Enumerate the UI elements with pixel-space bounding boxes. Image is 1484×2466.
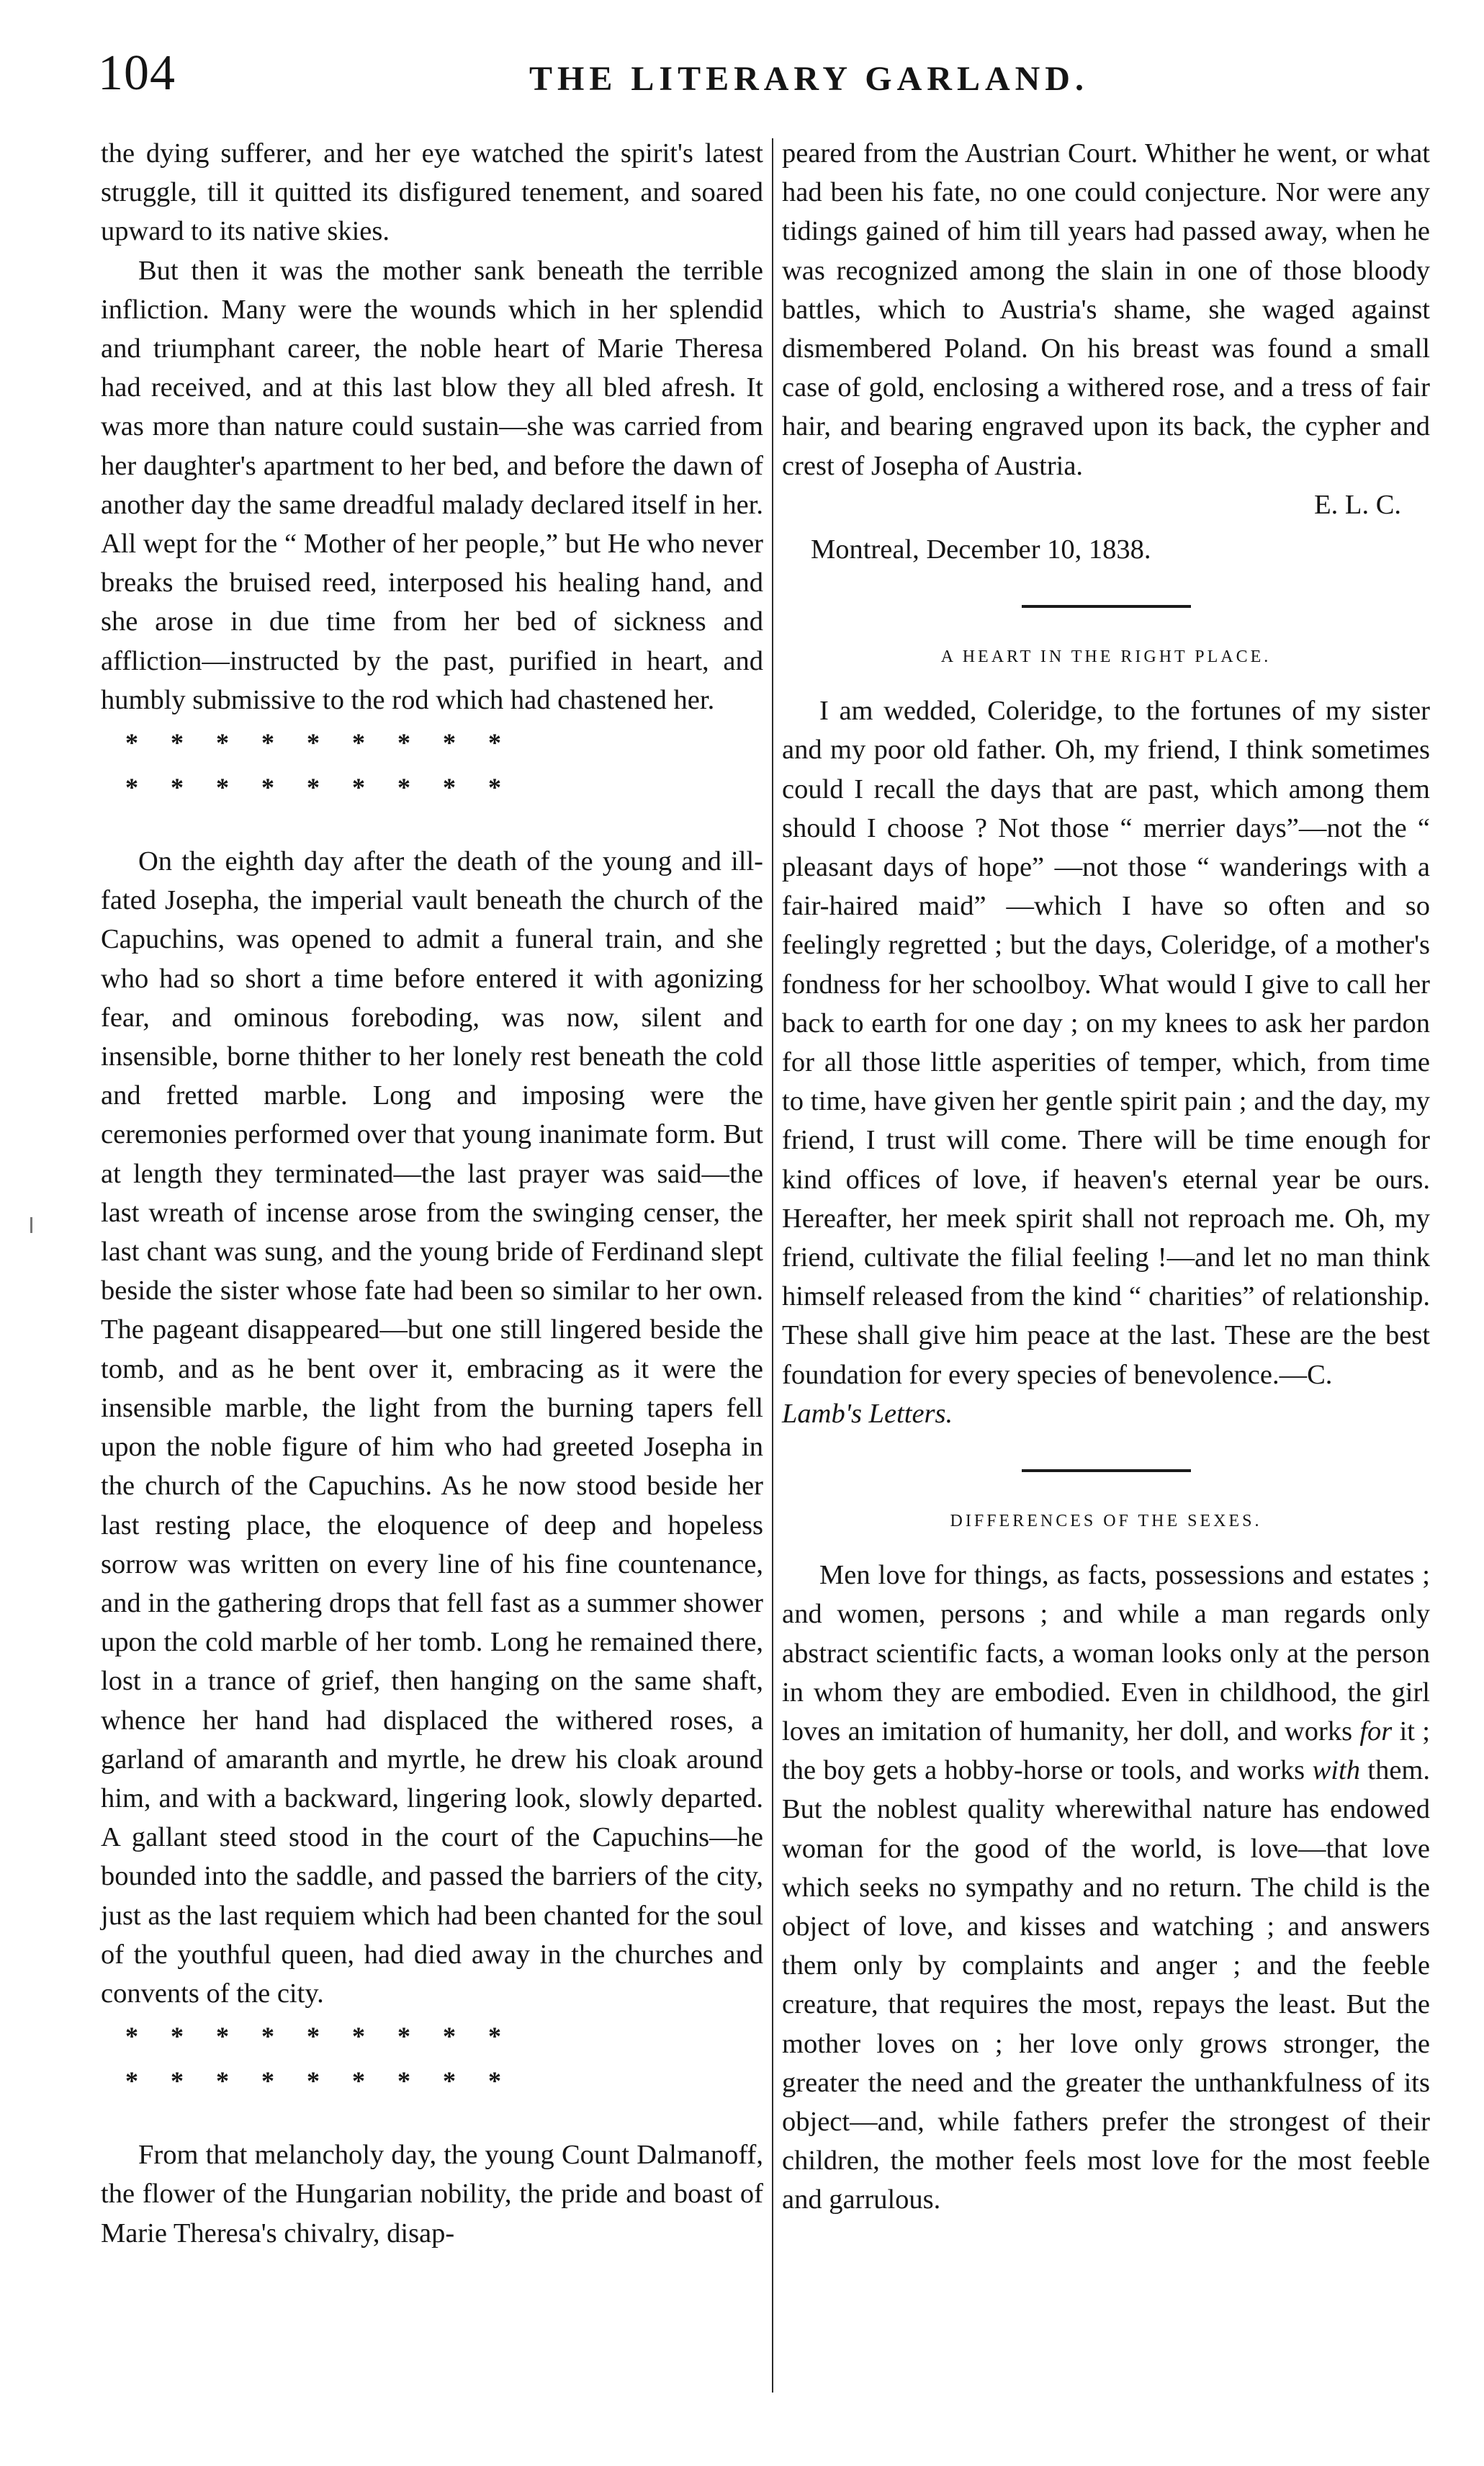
emphasis-with: with [1312,1755,1360,1786]
section-title-heart: A HEART IN THE RIGHT PLACE. [940,647,1272,667]
author-signature: E. L. C. [1314,489,1401,520]
paragraph-funeral: On the eighth day after the death of the young and ill-fated Josepha, the imperial vault beneath the church of the Capuchins, was opened to admit a funeral train, and she who had so short a time before entered it with agonizing fear, and ominous foreboding, was now, silent and insensible, borne thither to her lonely rest beneath the cold and fretted marble. Long and imposing were the ceremonies performed over that young inanimate form. But at length they terminated—the last prayer was said—the last wreath of incense arose from the swinging censer, the last chant was sung, and the young bride of Ferdinand slept beside the sister whose fate had been so similar to her own. The pageant disappeared—but one still lingered beside the tomb, and as he bent over it, embracing as it were the insensible marble, the light from the burning tapers fell upon the noble figure of him who had greeted Josepha in the church of the Capuchins. As he now stood beside her last resting place, the eloquence of deep and hopeless sorrow was written on every line of his fine countenance, and in the gathering drops that fell fast as a summer shower upon the cold marble of her tomb. Long he remained there, lost in a trance of grief, then hanging on the same shaft, whence her hand had displaced the withered roses, a garland of amaranth and myrtle, he drew his cloak around him, and with a backward, lingering look, slowly departed. A gallant steed stood in the court of the Capuchins—he bounded into the saddle, and passed the barriers of the city, just as the last requiem which had been chanted for the soul of the youthful queen, had died away in the churches and convents of the city. [101,846,763,2009]
page-header [94,45,1462,109]
heart-text: I am wedded, Coleridge, to the fortunes of my sister and my poor old father. Oh, my friend, I think sometimes could I recall the days that are past, which among them should I choose ? Not those “ merrier days”—not the “ pleasant days of hope” —not those “ wanderings with a fair-haired maid” —which I have so often and so feelingly regretted ; but the days, Coleridge, of a mother's fondness for her schoolboy. What would I give to call her back to earth for one day ; on my knees to ask her pardon for all those little asperities of temper, which, from time to time, have given her gentle spirit pain ; and the day, my friend, I trust will come. There will be time enough for kind offices of love, if heaven's eternal year be ours. Hereafter, her meek spirit shall not reproach me. Oh, my friend, cultivate the filial feeling !—and let no man think himself released from the kind “ charities” of relationship. These shall give him peace at the last. These are the best foundation for every species of benevolence.—C. [782,696,1430,1390]
paragraph-dying-sufferer: the dying sufferer, and her eye watched the spirit's latest struggle, till it quitted its disfigured tenement, and soared upward to its native skies. [101,138,763,247]
section-break-stars [101,724,763,806]
sexes-text-part: them. But the noblest quality wherewithal nature has endowed woman for the good of the world, is love—that love which seeks no sympathy and no return. The child is the object of love, and kisses and watching ; and answers them only by complaints and anger ; and the feeble creature, that requires the most, repays the least. But the mother loves on ; her love only grows stronger, the greater the need and the greater the unthankfulness of its object—and, while fathers prefer the strongest of their children, the mother feels most love for the most feeble and garrulous. [782,1755,1431,2215]
paragraph-heart-right-place [782,691,1430,1433]
emphasis-for: for [1359,1716,1393,1747]
source-citation: Lamb's Letters. [782,1398,953,1429]
section-title-sexes: DIFFERENCES OF THE SEXES. [950,1512,1262,1531]
page-number: 104 [98,45,176,101]
asterism-row: * * * * * * * * * [125,728,501,758]
running-title: THE LITERARY GARLAND. [529,60,1089,98]
right-column [782,134,1430,2220]
asterism-row: * * * * * * * * * [125,773,501,802]
asterism-row: * * * * * * * * * [125,2066,501,2096]
sexes-text-part: it ; the boy gets a hobby-horse or tools, and works [782,1716,1430,1786]
section-separator [1022,1469,1191,1472]
sexes-text-part: Men love for things, as facts, possessions and estates ; and women, persons ; and while a man regards only abstract scientific facts, a woman looks only at the person in whom they are embodied. Even in childhood, the girl loves an imitation of humanity, her doll, and works [782,1560,1430,1747]
paragraph-count-dalmanoff: From that melancholy day, the young Count Dalmanoff, the flower of the Hungarian nobility, the pride and boast of Marie Theresa's chivalry, disap- [101,2140,763,2248]
section-break-stars [101,2017,763,2099]
left-column [101,134,763,2253]
paragraph-continuation: peared from the Austrian Court. Whither he went, or what had been his fate, no one could conjecture. Nor were any tidings gained of him till years had passed away, when he was recognized among the slain in one of those bloody battles, which to Austria's shame, she waged against dismembered Poland. On his breast was found a small case of gold, enclosing a withered rose, and a tress of fair hair, and bearing engraved upon its back, the cypher and crest of Josepha of Austria. [782,138,1430,481]
margin-mark [30,1217,32,1233]
paragraph-differences-sexes [782,1556,1430,2219]
column-rule [772,138,773,2393]
asterism-row: * * * * * * * * * [125,2022,501,2051]
dateline: Montreal, December 10, 1838. [811,534,1151,565]
section-separator [1022,605,1191,608]
paragraph-mother-sank: But then it was the mother sank beneath the terrible infliction. Many were the wounds which in her splendid and triumphant career, the noble heart of Marie Theresa had received, and at this last blow they all bled afresh. It was more than nature could sustain—she was carried from her daughter's apartment to her bed, and before the dawn of another day the same dreadful malady declared itself in her. All wept for the “ Mother of her people,” but He who never breaks the bruised reed, interposed his healing hand, and she arose in due time from her bed of sickness and affliction—instructed by the past, purified in heart, and humbly submissive to the rod which had chastened her. [101,255,763,715]
